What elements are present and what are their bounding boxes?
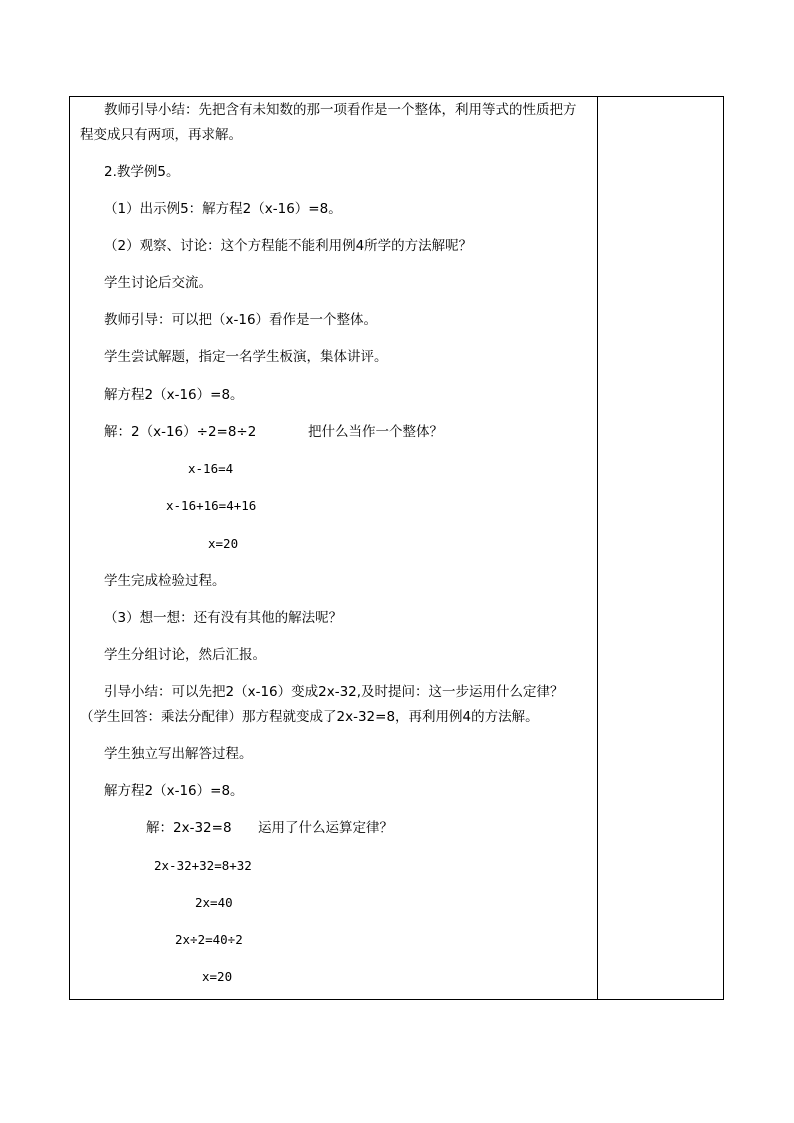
- solution2-step5: x=20: [202, 969, 233, 984]
- teacher-guide: 教师引导：可以把（x-16）看作是一个整体。: [104, 312, 378, 328]
- equation-title-1: 解方程2（x-16）=8。: [104, 387, 244, 403]
- student-check: 学生完成检验过程。: [104, 573, 226, 589]
- solution2-step3: 2x=40: [195, 895, 233, 910]
- lesson-table: [69, 96, 724, 1000]
- solution1-step2: x-16=4: [188, 461, 234, 476]
- solution1-step4: x=20: [208, 536, 239, 551]
- solution1-step1: 解：2（x-16）÷2=8÷2: [104, 424, 257, 440]
- step-2: （2）观察、讨论：这个方程能不能利用例4所学的方法解呢？: [104, 238, 473, 254]
- student-attempt: 学生尝试解题，指定一名学生板演，集体讲评。: [104, 349, 388, 365]
- step-1: （1）出示例5：解方程2（x-16）=8。: [104, 201, 342, 217]
- guide-summary-line-2: （学生回答：乘法分配律）那方程就变成了2x-32=8，再利用例4的方法解。: [80, 709, 539, 725]
- summary-line-1: 教师引导小结：先把含有未知数的那一项看作是一个整体，利用等式的性质把方: [104, 102, 577, 118]
- example-heading: 2.教学例5。: [104, 164, 180, 180]
- step-3: （3）想一想：还有没有其他的解法呢？: [104, 610, 343, 626]
- solution1-step3: x-16+16=4+16: [166, 498, 257, 513]
- group-discussion: 学生分组讨论，然后汇报。: [104, 647, 266, 663]
- summary-line-2: 程变成只有两项，再求解。: [80, 127, 242, 143]
- solution2-step1: 解：2x-32=8: [146, 820, 232, 836]
- solution2-step2: 2x-32+32=8+32: [154, 858, 252, 873]
- solution1-question: 把什么当作一个整体？: [308, 424, 443, 440]
- solution2-question: 运用了什么运算定律？: [258, 820, 393, 836]
- student-discussion: 学生讨论后交流。: [104, 275, 212, 291]
- guide-summary-line-1: 引导小结：可以先把2（x-16）变成2x-32,及时提问：这一步运用什么定律？: [104, 684, 564, 700]
- equation-title-2: 解方程2（x-16）=8。: [104, 783, 244, 799]
- solution2-step4: 2x÷2=40÷2: [175, 932, 243, 947]
- student-independent: 学生独立写出解答过程。: [104, 746, 253, 762]
- notes-cell: [598, 97, 723, 999]
